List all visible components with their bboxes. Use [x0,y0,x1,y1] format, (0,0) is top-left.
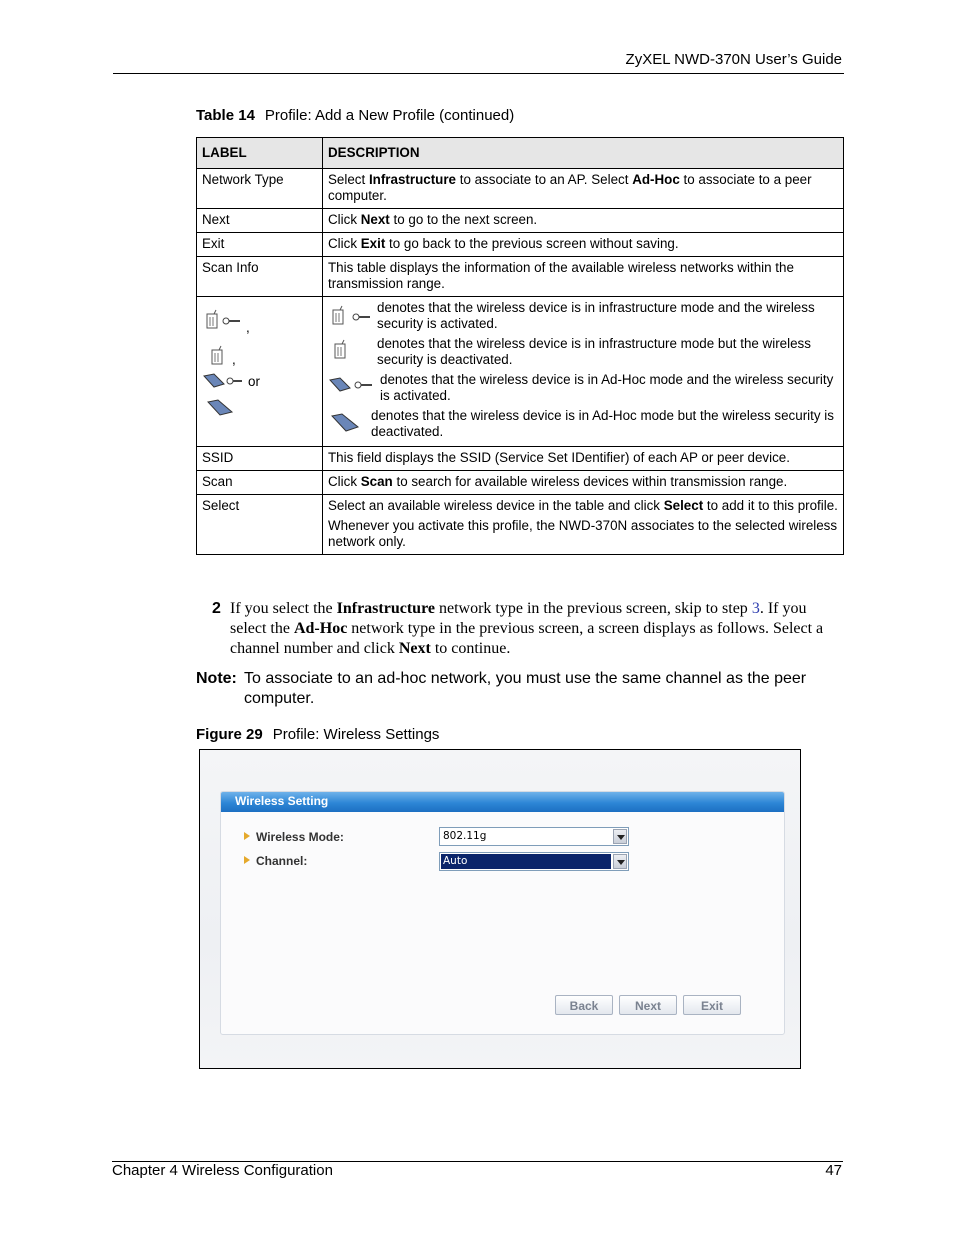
table-row [197,169,844,209]
adhoc-secure-icon [202,372,244,390]
table-row [197,257,844,297]
running-header: ZyXEL NWD-370N User’s Guide [625,51,842,68]
infra-secure-icon [202,308,244,332]
adhoc-open-icon [330,412,362,434]
legend-infra-secure: denotes that the wireless device is in infrastructure mode and the wireless security is activated. [328,300,838,334]
table-caption-text: Profile: Add a New Profile (continued) [264,107,515,124]
step-paragraph: 2 If you select the Infrastructure network type in the previous screen, skip to step 3. If you select the Ad-Hoc network type in the previous screen, a screen displays as follows. Select a channel number and click Next to continue. [212,600,824,657]
row-label: Network Type [197,169,323,209]
label-header: LABEL [197,138,323,169]
header-rule [113,73,844,74]
next-button[interactable]: Next [619,995,677,1015]
wireless-mode-select[interactable]: 802.11g [439,827,629,846]
wireless-mode-label: Wireless Mode: [256,830,344,844]
description-header: DESCRIPTION [323,138,844,169]
infra-secure-icon [328,304,376,328]
profile-table [196,137,844,555]
exit-button[interactable]: Exit [683,995,741,1015]
note-paragraph [196,669,844,709]
table-header-row [197,138,844,169]
infra-open-icon [207,344,229,368]
row-description [323,297,844,447]
table-row [197,447,844,471]
row-description: This field displays the SSID (Service Set IDentifier) of each AP or peer device. [323,447,844,471]
legend-adhoc-secure: denotes that the wireless device is in Ad-Hoc mode and the wireless security is activated. [328,372,838,406]
page-number: 47 [825,1162,842,1179]
chevron-down-icon[interactable] [613,854,627,869]
row-label: Select [197,495,323,555]
channel-label: Channel: [256,854,308,868]
figure-caption-number: Figure 29 [196,726,263,743]
step-link[interactable]: 3 [751,600,760,617]
step-number: 2 [212,600,221,617]
note-text: To associate to an ad-hoc network, you must use the same channel as the peer computer. [244,670,807,707]
row-description: Click Scan to search for available wireless devices within transmission range. [323,471,844,495]
figure-caption [196,726,439,743]
table-caption-number: Table 14 [196,107,255,124]
row-label: Next [197,209,323,233]
row-description: This table displays the information of the available wireless networks within the transmission range. [323,257,844,297]
row-label: Exit [197,233,323,257]
adhoc-secure-icon [328,376,378,396]
bullet-icon [244,832,250,840]
footer-chapter: Chapter 4 Wireless Configuration [112,1162,333,1179]
table-caption [196,107,514,124]
legend-adhoc-open: denotes that the wireless device is in Ad-Hoc mode but the wireless security is deactivated. [328,408,838,442]
row-description: Click Next to go to the next screen. [323,209,844,233]
row-description: Click Exit to go back to the previous screen without saving. [323,233,844,257]
wireless-settings-screenshot [199,749,801,1069]
table-row [197,495,844,555]
note-label: Note: [196,670,237,687]
table-row [197,233,844,257]
channel-select[interactable]: Auto [439,852,629,871]
table-row [197,209,844,233]
row-label: Scan Info [197,257,323,297]
panel-title: Wireless Setting [235,794,329,808]
chevron-down-icon[interactable] [613,829,627,844]
table-row [197,471,844,495]
row-description: Select Infrastructure to associate to an AP. Select Ad-Hoc to associate to a peer computer. [323,169,844,209]
back-button[interactable]: Back [555,995,613,1015]
legend-infra-open: denotes that the wireless device is in infrastructure mode but the wireless security is deactivated. [328,336,838,370]
row-description: Select an available wireless device in the table and click Select to add it to this profile. Whenever you activate this profile, the NWD-370N associates to the selected wireless network only. [323,495,844,555]
row-icon-legend: , , or [197,297,323,447]
adhoc-open-icon [206,398,236,418]
bullet-icon [244,856,250,864]
row-label: Scan [197,471,323,495]
infra-open-icon [330,338,354,362]
row-label: SSID [197,447,323,471]
table-row [197,297,844,447]
wireless-setting-panel [220,791,785,1035]
figure-caption-text: Profile: Wireless Settings [272,726,440,743]
